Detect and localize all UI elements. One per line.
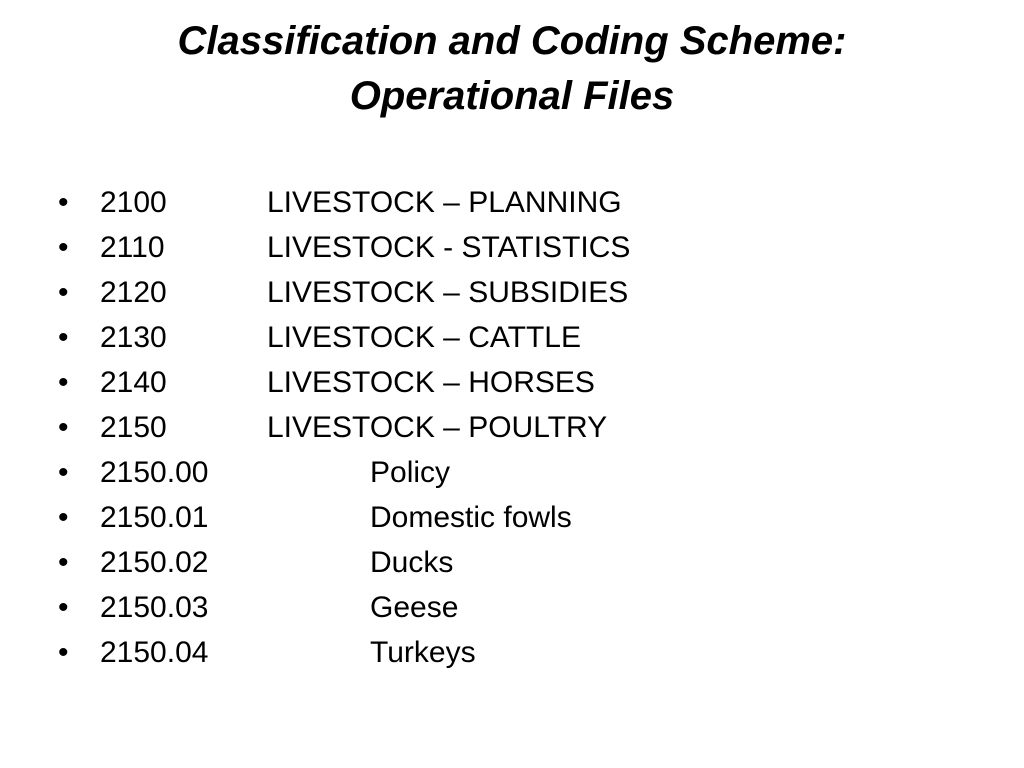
bullet-icon: • xyxy=(58,546,69,579)
slide-title xyxy=(0,14,1024,124)
item-label: LIVESTOCK – POULTRY xyxy=(267,411,608,444)
bullet-icon: • xyxy=(58,456,69,489)
bullet-icon: • xyxy=(58,636,69,669)
item-code: 2140 xyxy=(100,366,167,399)
bullet-icon: • xyxy=(58,501,69,534)
item-label: Domestic fowls xyxy=(370,501,572,534)
item-code: 2120 xyxy=(100,276,167,309)
bullet-icon: • xyxy=(58,276,69,309)
bullet-icon: • xyxy=(58,366,69,399)
item-code: 2150 xyxy=(100,411,167,444)
item-code: 2150.04 xyxy=(100,636,209,669)
item-code: 2150.01 xyxy=(100,501,209,534)
item-label: LIVESTOCK – CATTLE xyxy=(267,321,581,354)
item-label: Geese xyxy=(370,591,459,624)
bullet-icon: • xyxy=(58,321,69,354)
item-label: LIVESTOCK – SUBSIDIES xyxy=(267,276,629,309)
bullet-icon: • xyxy=(58,231,69,264)
item-code: 2150.03 xyxy=(100,591,209,624)
item-code: 2150.02 xyxy=(100,546,209,579)
item-label: LIVESTOCK – HORSES xyxy=(267,366,595,399)
item-code: 2150.00 xyxy=(100,456,209,489)
bullet-icon: • xyxy=(58,411,69,444)
item-label: LIVESTOCK – PLANNING xyxy=(267,186,622,219)
item-code: 2110 xyxy=(100,231,165,264)
item-code: 2100 xyxy=(100,186,167,219)
item-label: Turkeys xyxy=(370,636,476,669)
bullet-icon: • xyxy=(58,186,69,219)
item-label: Ducks xyxy=(370,546,454,579)
slide-title-line-2: Operational Files xyxy=(349,74,675,118)
item-label: Policy xyxy=(370,456,451,489)
item-code: 2130 xyxy=(100,321,167,354)
item-label: LIVESTOCK - STATISTICS xyxy=(267,231,631,264)
slide-title-line-1: Classification and Coding Scheme: xyxy=(177,19,847,63)
bullet-icon: • xyxy=(58,591,69,624)
